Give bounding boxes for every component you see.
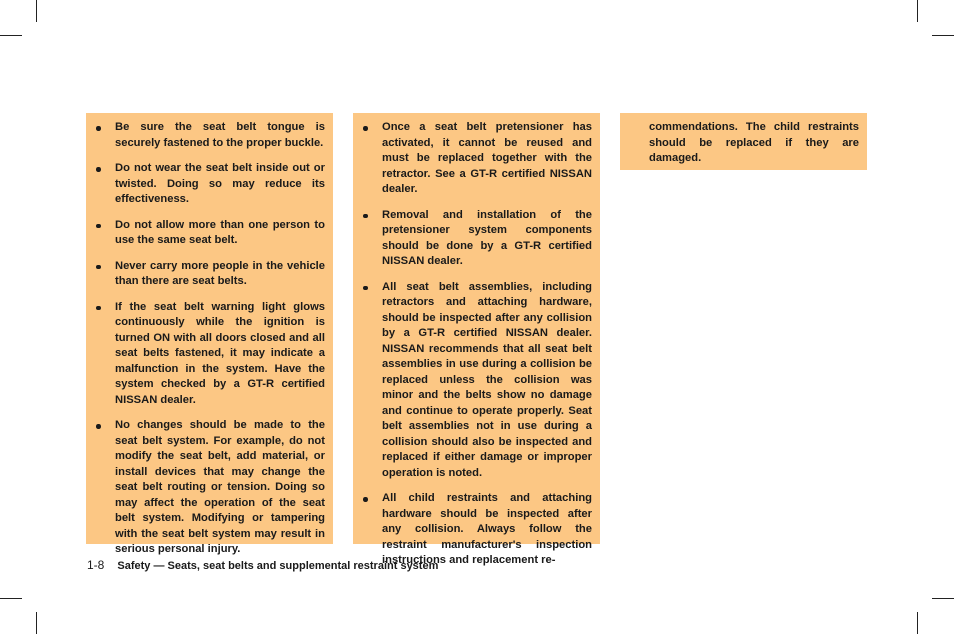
- bullet-icon: [363, 286, 368, 291]
- bullet-icon: [96, 224, 101, 229]
- bullet-icon: [96, 424, 101, 429]
- list-item: [96, 161, 325, 208]
- item-text: Be sure the seat belt tongue is securely fastened to the proper buckle.: [115, 121, 325, 149]
- warning-column-2: [353, 113, 600, 566]
- list-item: [96, 259, 325, 290]
- bullet-icon: [96, 306, 101, 311]
- page-number: 1-8: [87, 558, 105, 572]
- warning-column-1: [86, 113, 333, 555]
- list-item: [96, 418, 325, 558]
- bullet-icon: [363, 214, 368, 219]
- list-item: [96, 120, 325, 151]
- bullet-icon: [363, 497, 368, 502]
- crop-mark: [0, 598, 22, 599]
- crop-mark: [36, 0, 37, 22]
- item-text: All child restraints and attaching hardware should be inspected after any collision. Always follow the restraint manufacturer's inspection instructions and replacement re-: [382, 492, 592, 566]
- crop-mark: [932, 598, 954, 599]
- item-text: Removal and installation of the pretensioner system components should be done by a GT-R certified NISSAN dealer.: [382, 208, 592, 267]
- crop-mark: [0, 35, 22, 36]
- item-text: Once a seat belt pretensioner has activated, it cannot be reused and must be replaced together with the retractor. See a GT-R certified NISSAN dealer.: [382, 121, 592, 195]
- crop-mark: [917, 0, 918, 22]
- list-item: [363, 280, 592, 482]
- list-item: [363, 208, 592, 270]
- bullet-icon: [96, 126, 101, 131]
- list-item: [96, 218, 325, 249]
- bullet-icon: [96, 265, 101, 270]
- bullet-icon: [96, 167, 101, 172]
- item-text: No changes should be made to the seat belt system. For example, do not modify the seat belt, add material, or install devices that may change the seat belt routing or tension. Doing so may affect the operation of the seat belt system. Modifying or tampering with the seat belt system may result in serious personal injury.: [115, 419, 325, 555]
- item-text: All seat belt assemblies, including retractors and attaching hardware, should be inspected after any collision by a GT-R certified NISSAN dealer. NISSAN recommends that all seat belt assemblies in use during a collision be replaced unless the collision was minor and the belts show no damage and continue to operate properly. Seat belt assemblies not in use during a collision should also be inspected and replaced if either damage or improper operation is noted.: [382, 280, 592, 479]
- bullet-icon: [363, 126, 368, 131]
- crop-mark: [917, 612, 918, 634]
- section-title: Safety — Seats, seat belts and supplemental restraint system: [117, 560, 439, 572]
- item-text: If the seat belt warning light glows continuously while the ignition is turned ON with all doors closed and all seat belts fastened, it may indicate a malfunction in the system. Have the system checked by a GT-R certified NISSAN dealer.: [115, 300, 325, 406]
- page-footer: [87, 558, 438, 572]
- list-item: [363, 120, 592, 198]
- item-text: Never carry more people in the vehicle than there are seat belts.: [115, 259, 325, 287]
- item-text: Do not wear the seat belt inside out or twisted. Doing so may reduce its effectiveness.: [115, 162, 325, 205]
- item-text: Do not allow more than one person to use the same seat belt.: [115, 218, 325, 246]
- list-item: [96, 300, 325, 409]
- crop-mark: [932, 35, 954, 36]
- continuation-text: commendations. The child restraints should be replaced if they are damaged.: [649, 121, 859, 164]
- list-item: [363, 491, 592, 569]
- crop-mark: [36, 612, 37, 634]
- warning-column-3: [620, 113, 867, 170]
